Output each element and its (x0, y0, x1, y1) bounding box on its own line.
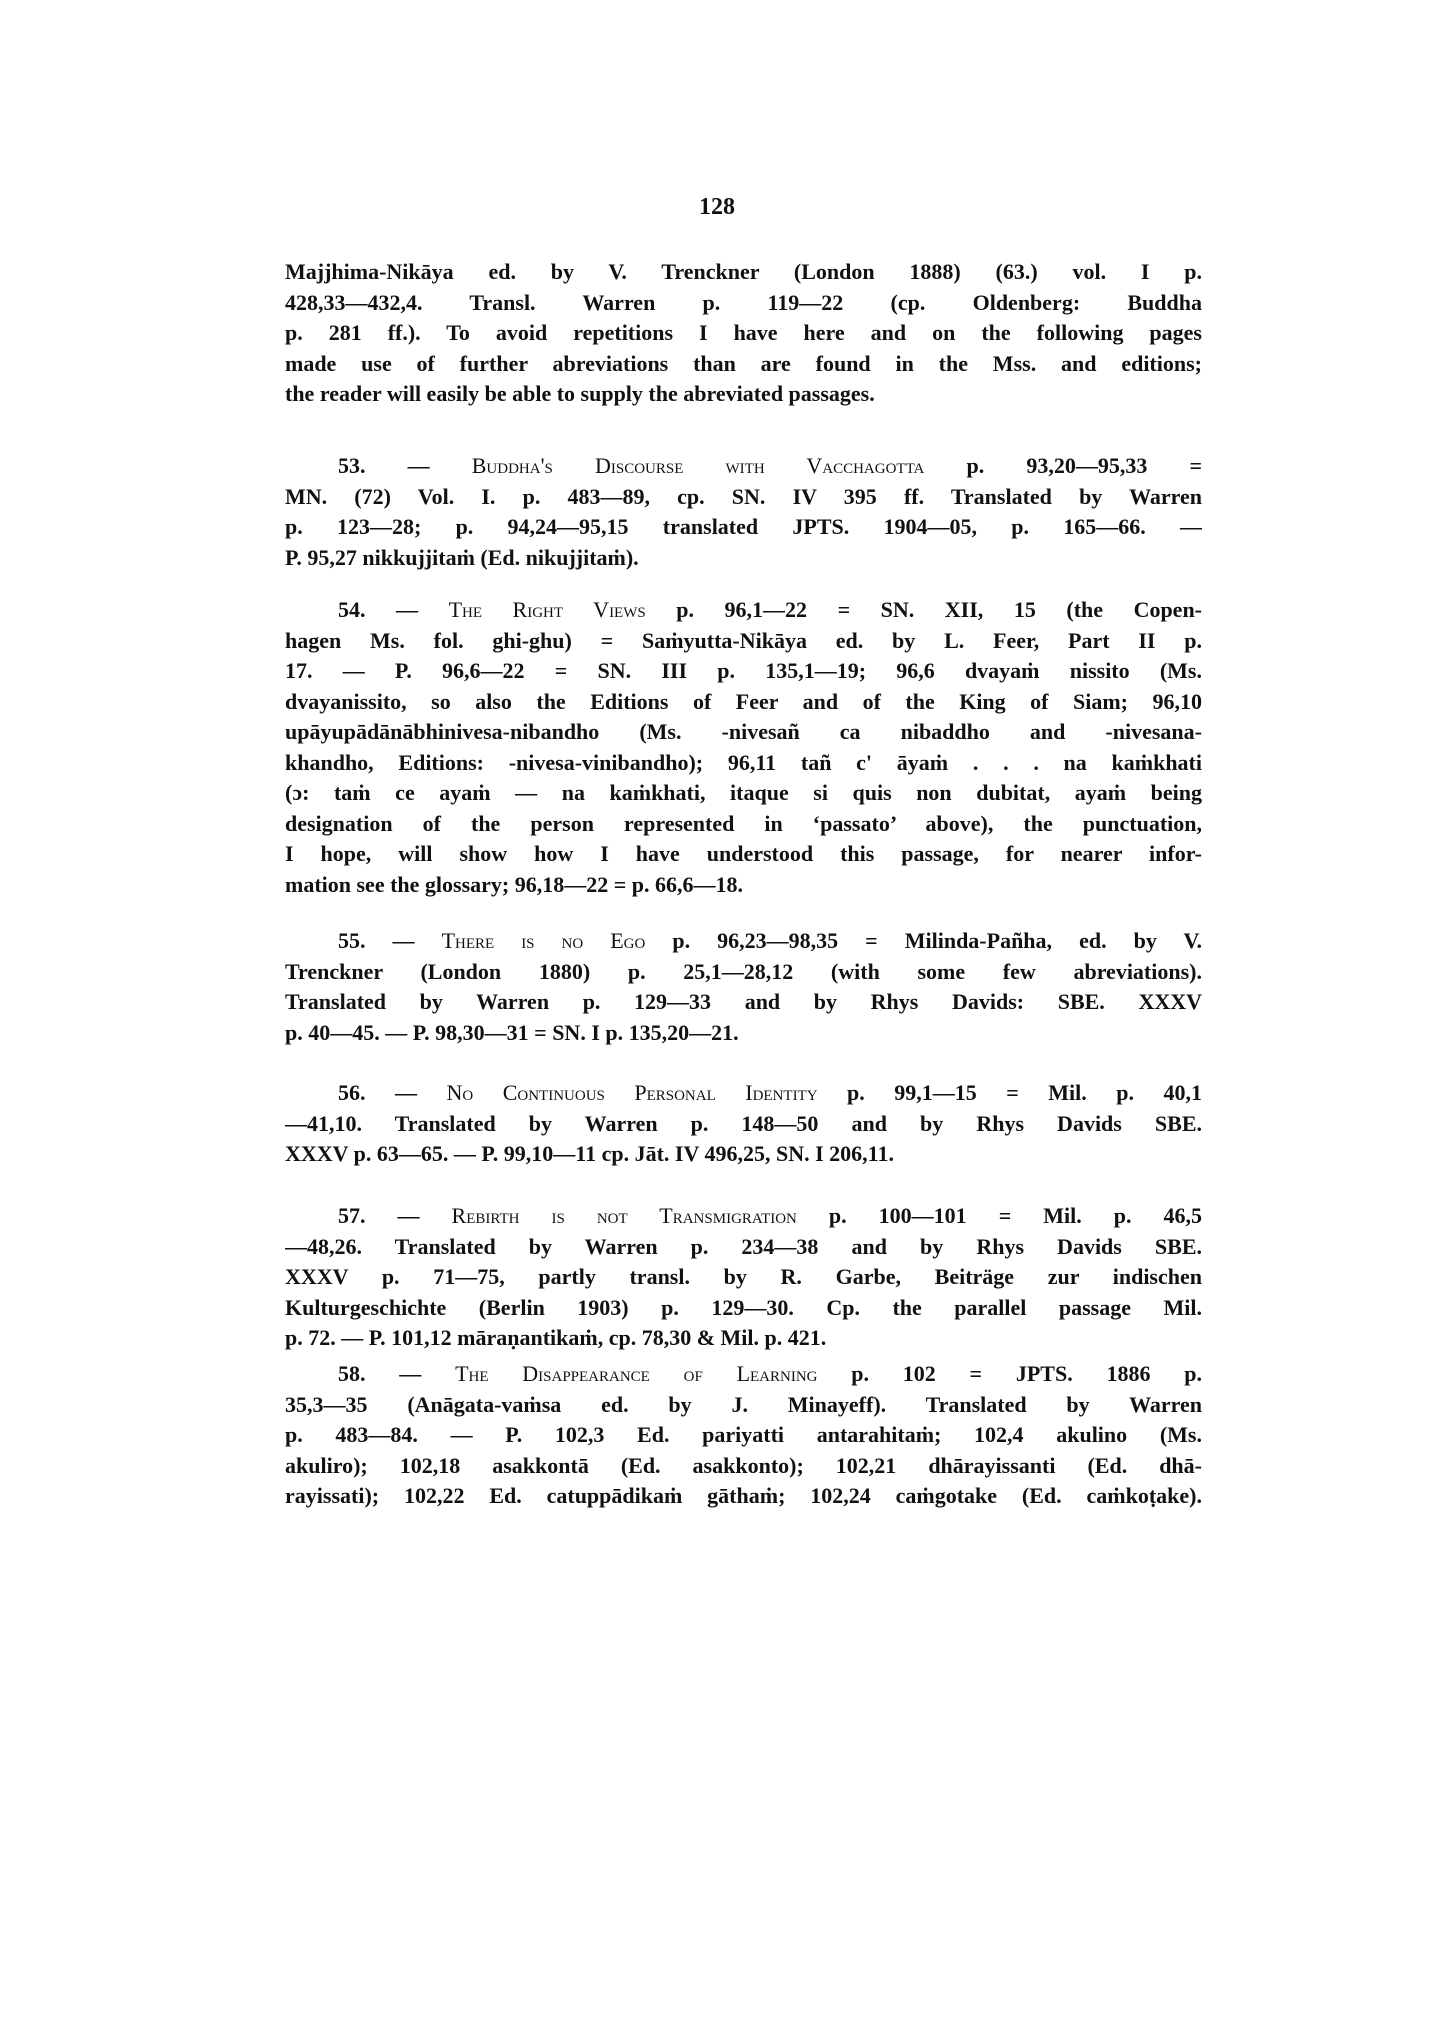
paragraph-entry (285, 595, 1202, 900)
paragraph-entry (285, 1078, 1202, 1170)
text-line: Trenckner (London 1880) p. 25,1—28,12 (with some few abreviations). (285, 958, 1202, 984)
paragraph-entry (285, 1359, 1202, 1512)
entry-title: Buddha's Discourse with Vacchagotta (471, 453, 925, 478)
text-line: P. 95,27 nikkujjitaṁ (Ed. nikujjitaṁ). (285, 544, 639, 570)
entry-heading-line (285, 595, 1202, 626)
text-line: hagen Ms. fol. ghi-ghu) = Saṁyutta-Nikāya ed. by L. Feer, Part II p. (285, 627, 1202, 653)
text-line: Kulturgeschichte (Berlin 1903) p. 129—30. Cp. the parallel passage Mil. (285, 1294, 1202, 1320)
paragraph-entry (285, 1201, 1202, 1354)
text-line: XXXV p. 63—65. — P. 99,10—11 cp. Jāt. IV 496,25, SN. I 206,11. (285, 1141, 894, 1166)
text-line: the reader will easily be able to supply the abreviated passages. (285, 381, 875, 406)
text-line: —41,10. Translated by Warren p. 148—50 and by Rhys Davids SBE. (285, 1110, 1202, 1136)
entry-number: 55. — (338, 928, 442, 953)
text-line: XXXV p. 71—75, partly transl. by R. Garbe, Beiträge zur indischen (285, 1264, 1202, 1289)
text-line: p. 483—84. — P. 102,3 Ed. pariyatti antarahitaṁ; 102,4 akulino (Ms. (285, 1422, 1202, 1447)
text-line: p. 72. — P. 101,12 māraṇantikaṁ, cp. 78,30 & Mil. p. 421. (285, 1325, 827, 1350)
entry-heading-line (285, 1359, 1202, 1390)
text-line: I hope, will show how I have understood this passage, for nearer infor- (285, 841, 1202, 866)
text-line: designation of the person represented in ‘passato’ above), the punctuation, (285, 810, 1202, 836)
text-line: 17. — P. 96,6—22 = SN. III p. 135,1—19; 96,6 dvayaṁ nissito (Ms. (285, 658, 1202, 683)
entry-title: The Right Views (448, 597, 646, 622)
text-line: p. 40—45. — P. 98,30—31 = SN. I p. 135,20—21. (285, 1019, 739, 1045)
text-line: Translated by Warren p. 129—33 and by Rhys Davids: SBE. XXXV (285, 989, 1202, 1014)
text-line: made use of further abreviations than are found in the Mss. and editions; (285, 350, 1202, 376)
entry-heading-line (285, 1078, 1202, 1109)
text-line: khandho, Editions: -nivesa-vinibandho); 96,11 tañ c' āyaṁ . . . na kaṁkhati (285, 749, 1202, 775)
text-line: akuliro); 102,18 asakkontā (Ed. asakkonto); 102,21 dhārayissanti (Ed. dhā- (285, 1452, 1202, 1478)
text-line: rayissati); 102,22 Ed. catuppādikaṁ gāthaṁ; 102,24 caṁgotake (Ed. caṁkoṭake). (285, 1483, 1202, 1508)
entry-number: 56. — (338, 1080, 447, 1105)
entry-reference: p. 99,1—15 = Mil. p. 40,1 (817, 1080, 1202, 1105)
text-line: dvayanissito, so also the Editions of Feer and of the King of Siam; 96,10 (285, 688, 1202, 714)
entry-heading-line (285, 451, 1202, 482)
text-line: (ɔ: taṁ ce ayaṁ — na kaṁkhati, itaque si quis non dubitat, ayaṁ being (285, 780, 1202, 805)
paragraph-entry (285, 451, 1202, 573)
paragraph-intro (285, 257, 1202, 410)
entry-number: 57. — (338, 1203, 452, 1228)
entry-reference: p. 93,20—95,33 = (924, 453, 1202, 478)
entry-title: The Disappearance of Learning (455, 1361, 818, 1386)
entry-reference: p. 100—101 = Mil. p. 46,5 (796, 1203, 1202, 1228)
entry-number: 53. — (338, 453, 472, 478)
page-number: 128 (699, 194, 735, 220)
entry-title: No Continuous Personal Identity (446, 1080, 818, 1105)
text-line: MN. (72) Vol. I. p. 483—89, cp. SN. IV 395 ff. Translated by Warren (285, 483, 1202, 509)
entry-heading-line (285, 1201, 1202, 1232)
text-line: upāyupādānābhinivesa-nibandho (Ms. -nivesañ ca nibaddho and -nivesana- (285, 719, 1202, 744)
entry-reference: p. 96,1—22 = SN. XII, 15 (the Copen- (645, 597, 1202, 622)
text-line: 35,3—35 (Anāgata-vaṁsa ed. by J. Minayeff). Translated by Warren (285, 1391, 1202, 1417)
entry-title: There is no Ego (441, 928, 646, 953)
entry-number: 54. — (338, 597, 449, 622)
text-line: p. 281 ff.). To avoid repetitions I have here and on the following pages (285, 320, 1202, 345)
text-line: mation see the glossary; 96,18—22 = p. 66,6—18. (285, 871, 744, 897)
text-line: p. 123—28; p. 94,24—95,15 translated JPTS. 1904—05, p. 165—66. — (285, 514, 1202, 539)
entry-reference: p. 96,23—98,35 = Milinda-Pañha, ed. by V. (645, 928, 1202, 953)
text-line: 428,33—432,4. Transl. Warren p. 119—22 (cp. Oldenberg: Buddha (285, 289, 1202, 315)
entry-heading-line (285, 926, 1202, 957)
entry-reference: p. 102 = JPTS. 1886 p. (817, 1361, 1202, 1386)
text-line: Majjhima-Nikāya ed. by V. Trenckner (London 1888) (63.) vol. I p. (285, 259, 1202, 284)
entry-title: Rebirth is not Transmigration (451, 1203, 797, 1228)
entry-number: 58. — (338, 1361, 456, 1386)
text-line: —48,26. Translated by Warren p. 234—38 and by Rhys Davids SBE. (285, 1233, 1202, 1259)
paragraph-entry (285, 926, 1202, 1048)
